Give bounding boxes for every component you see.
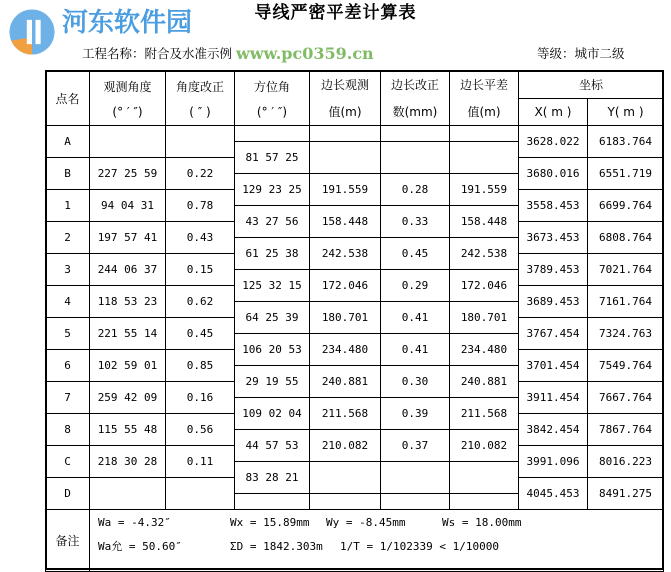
side-adjusted: 211.568 xyxy=(449,397,519,430)
note-wx: Wx = 15.89mm xyxy=(230,516,310,529)
project-name: 工程名称：附合及水准示例 xyxy=(82,46,233,61)
angle-correction: 0.43 xyxy=(165,221,235,254)
header-side-correction-line: 数(mm) xyxy=(392,105,438,119)
side-observed: 210.082 xyxy=(309,429,381,462)
note-wa-allow: Wa允 = 50.60″ xyxy=(98,540,182,553)
azimuth: 129 23 25 xyxy=(234,173,310,206)
side-observed xyxy=(309,141,381,174)
coord-y: 7161.764 xyxy=(587,285,664,318)
observed-angle: 227 25 59 xyxy=(89,157,166,190)
header-azimuth-line: (° ′ ″) xyxy=(256,104,288,119)
header-azimuth-line: 方位角 xyxy=(253,79,290,94)
header-observed-angle xyxy=(89,70,166,126)
side-correction: 0.41 xyxy=(380,301,450,334)
angle-correction: 0.15 xyxy=(165,253,235,286)
point-name: 6 xyxy=(45,349,90,382)
header-y xyxy=(587,98,664,126)
coord-x: 3689.453 xyxy=(518,285,588,318)
header-side-adjusted-line: 值(m) xyxy=(467,105,501,119)
side-adjusted: 240.881 xyxy=(449,365,519,398)
header-observed-angle-line: (° ′ ″) xyxy=(112,104,143,119)
side-correction: 0.37 xyxy=(380,429,450,462)
coord-y: 7549.764 xyxy=(587,349,664,382)
header-x xyxy=(518,98,588,126)
note-rel: 1/T = 1/102339 < 1/10000 xyxy=(340,540,499,553)
header-angle-correction-line: 角度改正 xyxy=(175,79,224,94)
blank-cell xyxy=(449,125,519,142)
side-correction: 0.33 xyxy=(380,205,450,238)
header-observed-angle-line: 观测角度 xyxy=(103,79,152,94)
notes-label: 备注 xyxy=(45,509,90,572)
angle-correction: 0.16 xyxy=(165,381,235,414)
coord-y: 8491.275 xyxy=(587,477,664,510)
side-observed: 234.480 xyxy=(309,333,381,366)
coord-x: 3789.453 xyxy=(518,253,588,286)
coord-x: 3628.022 xyxy=(518,125,588,158)
side-correction: 0.39 xyxy=(380,397,450,430)
side-correction: 0.45 xyxy=(380,237,450,270)
angle-correction: 0.62 xyxy=(165,285,235,318)
coord-y: 7021.764 xyxy=(587,253,664,286)
blank-cell xyxy=(234,493,310,510)
coord-x: 3911.454 xyxy=(518,381,588,414)
side-adjusted: 210.082 xyxy=(449,429,519,462)
header-point-line: 点名 xyxy=(55,91,80,106)
side-observed: 211.568 xyxy=(309,397,381,430)
azimuth: 64 25 39 xyxy=(234,301,310,334)
note-sum-d: ΣD = 1842.303m xyxy=(230,540,323,553)
header-side-adjusted-line: 边长平差 xyxy=(459,78,508,92)
observed-angle: 218 30 28 xyxy=(89,445,166,478)
blank-cell xyxy=(380,493,450,510)
azimuth: 125 32 15 xyxy=(234,269,310,302)
header-side-observed-line: 值(m) xyxy=(328,105,362,119)
watermark-url: www.pc0359.cn xyxy=(236,44,374,63)
azimuth: 81 57 25 xyxy=(234,141,310,174)
azimuth: 106 20 53 xyxy=(234,333,310,366)
side-correction xyxy=(380,461,450,494)
blank-cell xyxy=(309,125,381,142)
coord-y: 7667.764 xyxy=(587,381,664,414)
note-ws: Ws = 18.00mm xyxy=(442,516,522,529)
angle-correction: 0.22 xyxy=(165,157,235,190)
point-name: D xyxy=(45,477,90,510)
angle-correction: 0.78 xyxy=(165,189,235,222)
azimuth: 83 28 21 xyxy=(234,461,310,494)
header-angle-correction-line: ( ″ ) xyxy=(189,104,211,119)
side-observed: 180.701 xyxy=(309,301,381,334)
azimuth: 109 02 04 xyxy=(234,397,310,430)
point-name: 2 xyxy=(45,221,90,254)
angle-correction: 0.85 xyxy=(165,349,235,382)
point-name: 8 xyxy=(45,413,90,446)
observed-angle: 244 06 37 xyxy=(89,253,166,286)
side-adjusted: 172.046 xyxy=(449,269,519,302)
point-name: 3 xyxy=(45,253,90,286)
blank-cell xyxy=(234,125,310,142)
side-correction: 0.28 xyxy=(380,173,450,206)
header-coordinate-line: 坐标 xyxy=(578,78,603,92)
header-side-correction xyxy=(380,70,450,126)
header-azimuth xyxy=(234,70,310,126)
point-name: 7 xyxy=(45,381,90,414)
angle-correction: 0.45 xyxy=(165,317,235,350)
observed-angle: 115 55 48 xyxy=(89,413,166,446)
side-observed: 240.881 xyxy=(309,365,381,398)
side-observed: 172.046 xyxy=(309,269,381,302)
side-adjusted: 234.480 xyxy=(449,333,519,366)
point-name: 1 xyxy=(45,189,90,222)
coord-y: 8016.223 xyxy=(587,445,664,478)
angle-correction: 0.11 xyxy=(165,445,235,478)
note-wy: Wy = -8.45mm xyxy=(326,516,406,529)
header-angle-correction xyxy=(165,70,235,126)
coord-x: 3701.454 xyxy=(518,349,588,382)
observed-angle xyxy=(89,477,166,510)
azimuth: 43 27 56 xyxy=(234,205,310,238)
side-adjusted: 180.701 xyxy=(449,301,519,334)
blank-cell xyxy=(449,493,519,510)
angle-correction xyxy=(165,125,235,158)
coord-y: 6183.764 xyxy=(587,125,664,158)
coord-x: 3767.454 xyxy=(518,317,588,350)
coord-x: 3558.453 xyxy=(518,189,588,222)
side-adjusted: 191.559 xyxy=(449,173,519,206)
coord-y: 6699.764 xyxy=(587,189,664,222)
point-name: A xyxy=(45,125,90,158)
angle-correction: 0.56 xyxy=(165,413,235,446)
side-observed: 158.448 xyxy=(309,205,381,238)
point-name: C xyxy=(45,445,90,478)
side-observed xyxy=(309,461,381,494)
observed-angle: 94 04 31 xyxy=(89,189,166,222)
coord-x: 3842.454 xyxy=(518,413,588,446)
side-adjusted xyxy=(449,461,519,494)
observed-angle: 221 55 14 xyxy=(89,317,166,350)
coord-y: 7324.763 xyxy=(587,317,664,350)
observed-angle: 259 42 09 xyxy=(89,381,166,414)
side-correction xyxy=(380,141,450,174)
side-adjusted xyxy=(449,141,519,174)
side-correction: 0.41 xyxy=(380,333,450,366)
point-name: 4 xyxy=(45,285,90,318)
point-name: 5 xyxy=(45,317,90,350)
coord-x: 3991.096 xyxy=(518,445,588,478)
page-title: 导线严密平差计算表 xyxy=(254,3,417,23)
azimuth: 44 57 53 xyxy=(234,429,310,462)
angle-correction xyxy=(165,477,235,510)
coord-y: 6551.719 xyxy=(587,157,664,190)
point-name: B xyxy=(45,157,90,190)
header-coordinate xyxy=(518,70,664,99)
header-side-correction-line: 边长改正 xyxy=(390,78,439,92)
watermark-logo-icon xyxy=(6,6,58,58)
notes-body xyxy=(89,509,664,572)
grade-label: 等级：城市二级 xyxy=(537,46,625,61)
header-side-adjusted xyxy=(449,70,519,126)
header-point xyxy=(45,70,90,126)
side-observed: 191.559 xyxy=(309,173,381,206)
blank-cell xyxy=(309,493,381,510)
side-adjusted: 242.538 xyxy=(449,237,519,270)
header-x-line: X( m ) xyxy=(534,105,572,119)
watermark-text: 河东软件园 xyxy=(62,8,193,38)
coord-y: 6808.764 xyxy=(587,221,664,254)
coord-x: 3673.453 xyxy=(518,221,588,254)
coord-x: 3680.016 xyxy=(518,157,588,190)
header-y-line: Y( m ) xyxy=(607,105,644,119)
observed-angle: 102 59 01 xyxy=(89,349,166,382)
header-side-observed-line: 边长观测 xyxy=(320,78,369,92)
side-correction: 0.29 xyxy=(380,269,450,302)
side-correction: 0.30 xyxy=(380,365,450,398)
side-adjusted: 158.448 xyxy=(449,205,519,238)
coord-x: 4045.453 xyxy=(518,477,588,510)
note-wa: Wa = -4.32″ xyxy=(98,516,171,529)
header-side-observed xyxy=(309,70,381,126)
side-observed: 242.538 xyxy=(309,237,381,270)
coord-y: 7867.764 xyxy=(587,413,664,446)
azimuth: 61 25 38 xyxy=(234,237,310,270)
observed-angle: 118 53 23 xyxy=(89,285,166,318)
azimuth: 29 19 55 xyxy=(234,365,310,398)
observed-angle: 197 57 41 xyxy=(89,221,166,254)
blank-cell xyxy=(380,125,450,142)
observed-angle xyxy=(89,125,166,158)
